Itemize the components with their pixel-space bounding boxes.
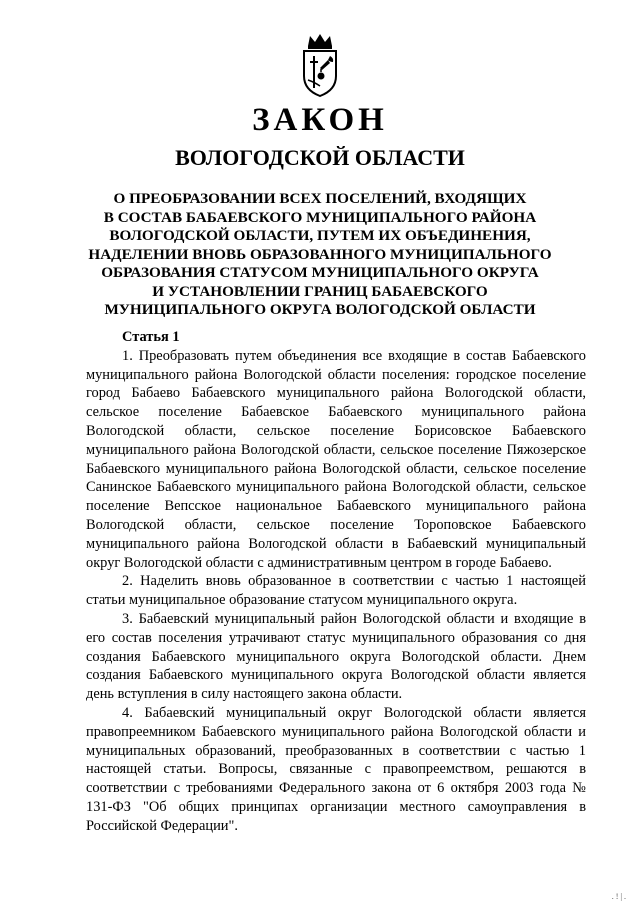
vologda-coat-of-arms-icon (300, 32, 340, 98)
page-marks: . ! | . (611, 892, 626, 901)
article-title: Статья 1 (122, 329, 180, 345)
heading-line: НАДЕЛЕНИИ ВНОВЬ ОБРАЗОВАННОГО МУНИЦИПАЛЬНОГО (88, 245, 552, 263)
heading-line: ВОЛОГОДСКОЙ ОБЛАСТИ, ПУТЕМ ИХ ОБЪЕДИНЕНИЯ, (109, 227, 531, 244)
heading-line: МУНИЦИПАЛЬНОГО ОКРУГА ВОЛОГОДСКОЙ ОБЛАСТИ (104, 301, 536, 318)
law-heading (60, 190, 580, 320)
region-title: ВОЛОГОДСКОЙ ОБЛАСТИ (175, 145, 465, 170)
article-paragraph: 4. Бабаевский муниципальный округ Вологодской области является правопреемником Бабаевского муниципального района Вологодской области и муниципальных образований, преобразованных в соответствии с частью 1 настоящей статьи. Вопросы, связанные с правопреемством, решаются в соответствии с требованиями Федерального закона от 6 октября 2003 года № 131-ФЗ "Об общих принципах организации местного самоуправления в Российской Федерации". (86, 704, 586, 834)
article-body (86, 328, 586, 836)
article-paragraph: 2. Наделить вновь образованное в соответствии с частью 1 настоящей статьи муниципальное образование статусом муниципального округа. (86, 573, 586, 609)
heading-line: ОБРАЗОВАНИЯ СТАТУСОМ МУНИЦИПАЛЬНОГО ОКРУГА (101, 264, 539, 281)
document-type-title: ЗАКОН (252, 102, 388, 138)
heading-line: О ПРЕОБРАЗОВАНИИ ВСЕХ ПОСЕЛЕНИЙ, ВХОДЯЩИХ (113, 190, 527, 207)
article-paragraph: 1. Преобразовать путем объединения все входящие в состав Бабаевского муниципального района Вологодской области поселения: городское поселение город Бабаево Бабаевского муниципального района Вологодской области, сельское поселение Бабаевское Бабаевского муниципального района Вологодской области, сельское поселение Борисовское Бабаевского муниципального района Вологодской области, сельское поселение Пяжозерское Бабаевского муниципального района Вологодской области, сельское поселение Санинское Бабаевского муниципального района Вологодской области, сельское поселение Вепсское национальное Бабаевского муниципального района Вологодской области, сельское поселение Тороповское Бабаевского муниципального района Вологодской области в Бабаевский муниципальный округ Вологодской области с административным центром в городе Бабаево. (86, 347, 586, 571)
heading-line: И УСТАНОВЛЕНИИ ГРАНИЦ БАБАЕВСКОГО (152, 282, 488, 300)
article-paragraph: 3. Бабаевский муниципальный район Вологодской области и входящие в его состав поселения утрачивают статус муниципального образования со дня создания Бабаевского муниципального округа Вологодской области. Днем создания Бабаевского муниципального округа Вологодской области является день вступления в силу настоящего закона области. (86, 610, 586, 703)
heading-line: В СОСТАВ БАБАЕВСКОГО МУНИЦИПАЛЬНОГО РАЙОНА (103, 208, 537, 226)
